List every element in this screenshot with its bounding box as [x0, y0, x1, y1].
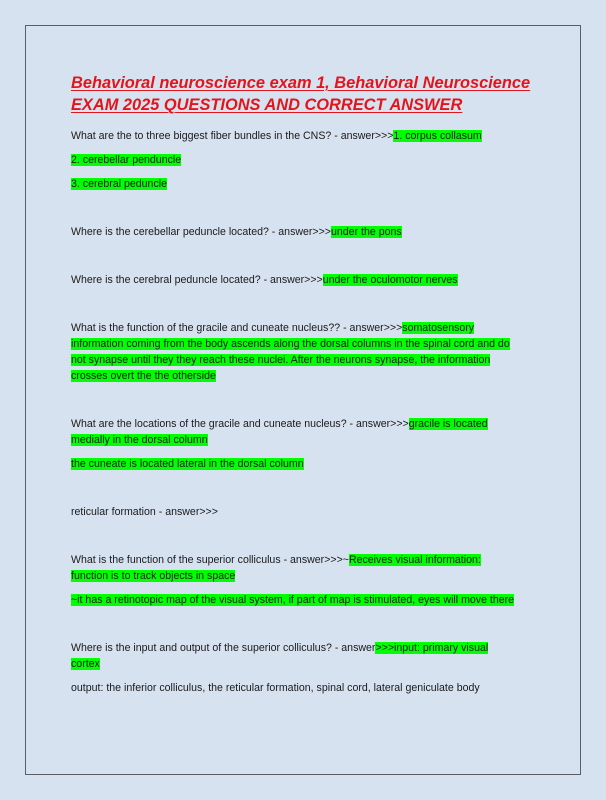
answer-text: Receives visual information: [348, 554, 481, 566]
answer-7-item-2 [71, 592, 514, 608]
answer-text: under the oculomotor nerves [322, 274, 458, 286]
answer-text: cortex [71, 658, 100, 670]
answer-text: somatosensory [402, 322, 475, 334]
question-text: What is the function of the superior colliculus - answer>>>~ [71, 554, 349, 566]
answer-text: 2. cerebellar penduncle [71, 154, 182, 166]
question-text: Where is the cerebellar peduncle located? - answer>>> [71, 226, 331, 238]
question-text: What are the to three biggest fiber bundles in the CNS? - answer>>> [71, 130, 394, 142]
answer-text: output: the inferior colliculus, the reticular formation, spinal cord, lateral geniculate body [71, 682, 480, 694]
question-text: What is the function of the gracile and cuneate nucleus?? - answer>>> [71, 322, 403, 334]
answer-text: not synapse until they they reach these nuclei. After the neurons synapse, the information [71, 354, 491, 366]
question-text: reticular formation - answer>>> [71, 506, 218, 518]
question-3 [71, 272, 458, 288]
answer-text: the cuneate is located lateral in the dorsal column [71, 458, 304, 470]
answer-text: gracile is located [408, 418, 488, 430]
question-1 [71, 128, 482, 144]
answer-text: 3. cerebral peduncle [71, 178, 167, 190]
question-7 [71, 552, 481, 584]
answer-1-item-3 [71, 176, 167, 192]
question-2 [71, 224, 402, 240]
question-5 [71, 416, 488, 448]
answer-text: >>>input: primary visual [375, 642, 489, 654]
answer-text: under the pons [331, 226, 402, 238]
answer-1-item-2 [71, 152, 181, 168]
document-content [71, 72, 539, 694]
answer-text: information coming from the body ascends along the dorsal columns in the spinal cord and do [71, 338, 510, 350]
answer-text: medially in the dorsal column [71, 434, 208, 446]
question-6 [71, 504, 218, 520]
question-4 [71, 320, 510, 384]
answer-8-item-2 [71, 680, 480, 696]
answer-text: ~it has a retinotopic map of the visual system, if part of map is stimulated, eyes will move there [71, 594, 515, 606]
question-text: What are the locations of the gracile and cuneate nucleus? - answer>>> [71, 418, 409, 430]
question-text: Where is the input and output of the superior colliculus? - answer [71, 642, 376, 654]
answer-text: crosses overt the the otherside [71, 370, 216, 382]
answer-5-item-2 [71, 456, 304, 472]
document-title [71, 72, 539, 116]
question-text: Where is the cerebral peduncle located? - answer>>> [71, 274, 323, 286]
answer-text: 1. corpus collasum [393, 130, 482, 142]
question-8 [71, 640, 488, 672]
title-line-1: Behavioral neuroscience exam 1, Behavioral Neuroscience [71, 74, 531, 92]
title-line-2: EXAM 2025 QUESTIONS AND CORRECT ANSWER [71, 96, 463, 114]
answer-text: function is to track objects in space [71, 570, 236, 582]
